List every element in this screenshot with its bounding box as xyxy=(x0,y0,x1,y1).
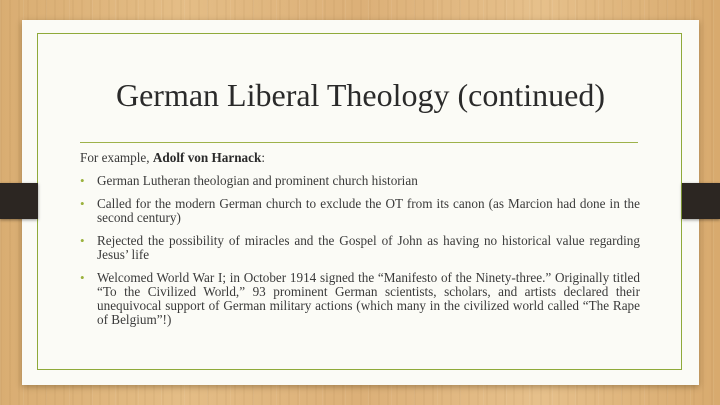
bullet-text: Welcomed World War I; in October 1914 signed the “Manifesto of the Ninety-three.” Originally titled “To the Civilized World,” 93 prominent German scientists, scholars, and artists declared their unequivocal support of German military actions (which many in the civilized world called “The Rape of Belgium”!) xyxy=(97,270,640,327)
list-item xyxy=(80,271,640,327)
list-item xyxy=(80,234,640,262)
bullet-text: Rejected the possibility of miracles and the Gospel of John as having no historical value regarding Jesus’ life xyxy=(97,233,640,262)
bullet-icon: • xyxy=(80,233,85,248)
slide-title: German Liberal Theology (continued) xyxy=(115,77,605,113)
title-divider xyxy=(80,142,638,143)
bullet-icon: • xyxy=(80,196,85,211)
intro-suffix: : xyxy=(261,150,266,165)
bullet-icon: • xyxy=(80,173,85,188)
intro-line xyxy=(80,151,640,165)
right-tab-decoration xyxy=(682,183,720,219)
list-item xyxy=(80,174,640,188)
bullet-list xyxy=(80,174,640,327)
bullet-icon: • xyxy=(80,270,85,285)
list-item xyxy=(80,197,640,225)
intro-name: Adolf von Harnack xyxy=(152,150,262,165)
bullet-text: Called for the modern German church to exclude the OT from its canon (as Marcion had done in the second century) xyxy=(97,196,640,225)
bullet-text: German Lutheran theologian and prominent church historian xyxy=(97,173,418,188)
slide-content xyxy=(80,151,640,336)
left-tab-decoration xyxy=(0,183,38,219)
intro-prefix: For example, xyxy=(80,150,153,165)
